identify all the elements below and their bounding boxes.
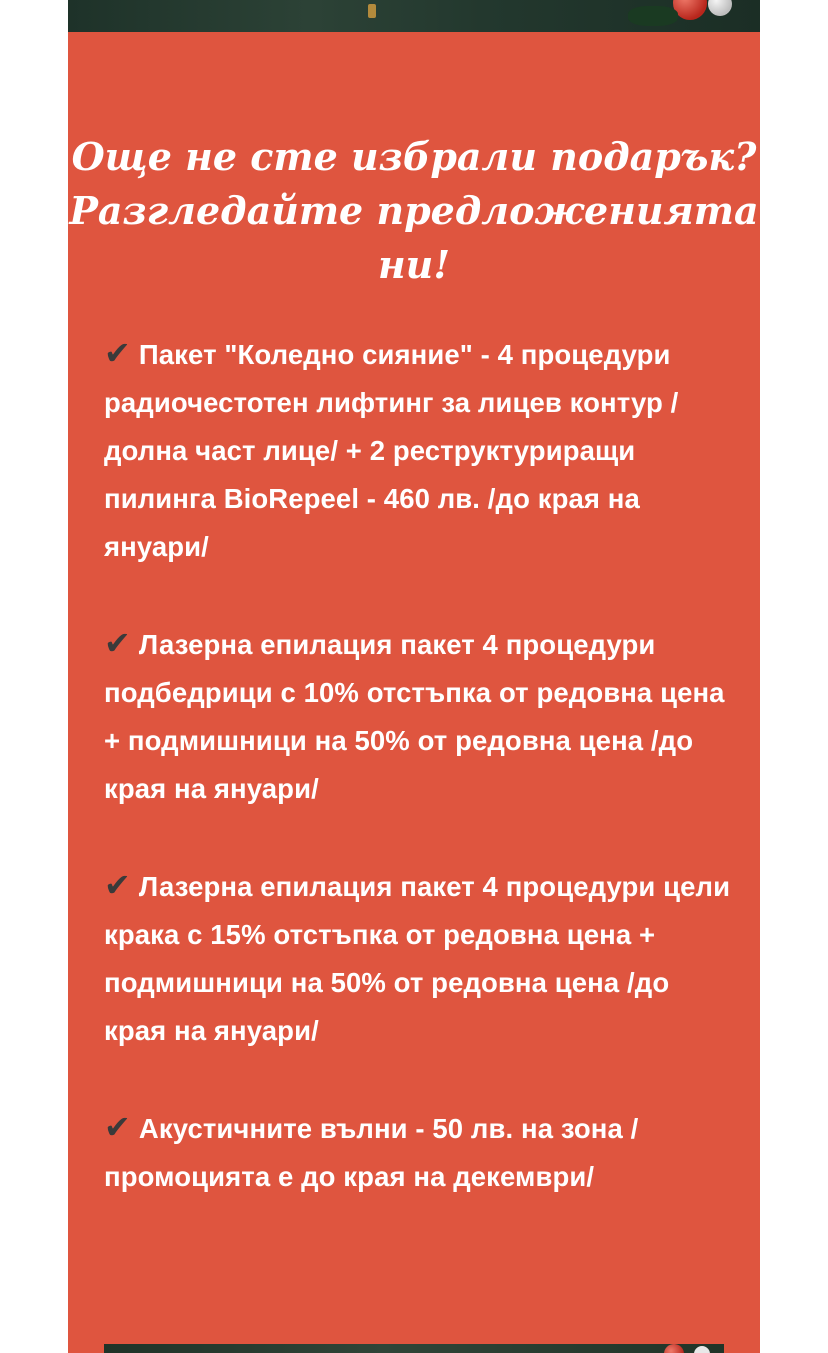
offer-item (104, 1103, 734, 1201)
offer-text: Лазерна епилация пакет 4 процедури подбедрици с 10% отстъпка от редовна цена (104, 629, 725, 708)
check-icon: ✔ (104, 334, 131, 372)
offer-text: Лазерна епилация пакет 4 процедури цели крака с 15% отстъпка от редовна цена + подмишници на 50% от редовна цена /до края на януари/ (104, 871, 731, 1046)
bottom-holiday-image (104, 1344, 724, 1353)
offer-text: Акустичните вълни - 50 лв. на зона /промоцията е до края на декември/ (104, 1113, 639, 1192)
promo-headline: Още не сте избрали подарък? Разгледайте предложенията ни! (69, 134, 759, 287)
ornament-icon (708, 0, 732, 16)
ornament-icon (673, 0, 707, 20)
offer-list (104, 329, 734, 1249)
ornament-icon (694, 1346, 710, 1353)
pine-branch-icon (628, 6, 678, 26)
check-icon: ✔ (104, 866, 131, 904)
check-icon: ✔ (104, 624, 131, 662)
top-holiday-image (68, 0, 760, 32)
offer-text: Пакет "Коледно сияние" - 4 процедури радиочестотен лифтинг за лицев контур /долна част лице/ + 2 реструктуриращи пилинга BioRepeel - 460 лв. /до края на януари/ (104, 339, 679, 562)
offer-text-continued: + подмишници на 50% от редовна цена /до края на януари/ (104, 725, 694, 804)
offer-item (104, 329, 734, 571)
ornament-icon (664, 1344, 684, 1353)
check-icon: ✔ (104, 1108, 131, 1146)
promo-card (68, 32, 760, 1353)
ornament-icon (368, 4, 376, 18)
offer-item (104, 619, 734, 813)
offer-item (104, 861, 734, 1055)
